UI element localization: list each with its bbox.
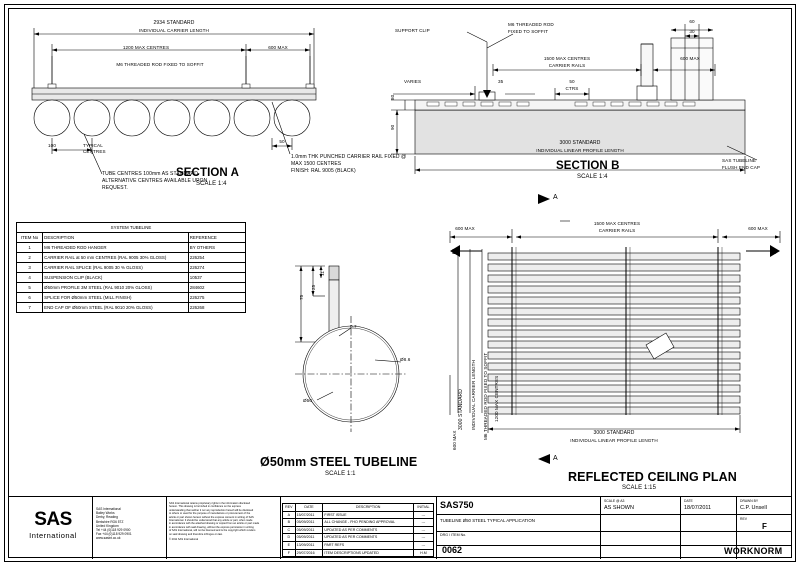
disclaimer-line: SAS International retains proprietary rights in the information disclosed [169, 502, 251, 505]
note-tube-centres-3: REQUEST. [102, 185, 128, 191]
address-line: www.sasint.co.uk [96, 536, 121, 541]
legend-item-desc: CARRIER RAIL SPLICE (RAL 9005 30 % GLOSS) [43, 263, 189, 273]
legend-header-item: ITEM No [17, 233, 43, 243]
rev-letter: E [283, 541, 296, 549]
legend-item-no: 2 [17, 253, 43, 263]
rev-initial: --- [413, 534, 433, 542]
rcp-dim-left-600: 600 MAX [455, 226, 475, 231]
rev-desc: UPDATED AS PER COMMENTS [323, 534, 413, 542]
label-typical: TYPICAL [83, 143, 103, 148]
address-line: Bailey Works [96, 511, 115, 516]
dim-tube-diameter: Ø50 [303, 398, 312, 403]
drawing-title-block [440, 500, 596, 510]
rcp-dim-1500: 1500 MAX CENTRES [593, 221, 641, 226]
disclaimer-line: article or part shown hereon without the express consent in writing of SAS [169, 515, 254, 519]
scale-value: AS SHOWN [604, 505, 634, 511]
note-carrier-rail-1: 1.0mm THK PUNCHED CARRIER RAIL FIXED @ [291, 154, 407, 160]
address-line: United Kingdom [96, 523, 119, 528]
rev-desc: UPDATED AS PER COMMENTS [323, 526, 413, 534]
rcp-drawing [440, 215, 790, 455]
legend-item-ref: 284602 [188, 283, 245, 293]
drawing-no-label: DRG / ITEM No. [440, 533, 467, 537]
table-row [17, 253, 246, 263]
worknorm-label: WORKNORM [724, 546, 783, 556]
table-row [17, 303, 246, 313]
disclaimer-line: to others or used for the purpose of manufacture or procurement of the [169, 512, 251, 516]
section-b-scale: SCALE 1:4 [577, 174, 608, 180]
label-m6-rod-2: FIXED TO SOFFIT [508, 29, 549, 34]
rev-header-desc: DESCRIPTION [323, 504, 413, 512]
dim-50: 50 [279, 139, 285, 144]
disclaimer-line: in accordance with said drawing, without the express permission in writing [169, 525, 254, 529]
legend-item-ref: 10537 [188, 273, 245, 283]
dim-75: 75 [299, 294, 304, 300]
tube-detail-scale: SCALE 1:1 [325, 471, 356, 477]
rev-initial: --- [413, 511, 433, 519]
rev-date: 05/09/2011 [295, 526, 323, 534]
rev-desc: ALL CHANGE - FHO PENDING APPROVAL [323, 519, 413, 527]
legend-item-ref: 226275 [188, 293, 245, 303]
dim-35: 35 [498, 79, 504, 84]
table-row [283, 526, 434, 534]
legend-item-ref: 226254 [188, 253, 245, 263]
rev-initial: --- [413, 541, 433, 549]
rcp-vert-1200: 1200 MAX CENTRES [494, 375, 499, 422]
table-row [17, 283, 246, 293]
disclaimer-line: in accordance with the attached drawing or copied from an article or part made [169, 522, 260, 526]
rcp-vert-individual: INDIVIDUAL CARRIER LENGTH [471, 360, 476, 430]
legend-item-no: 3 [17, 263, 43, 273]
legend-item-ref: 226268 [188, 303, 245, 313]
rev-date: 15/07/2011 [295, 511, 323, 519]
drawing-title-sub: TUBELINE Ø50 STEEL TYPICAL APPLICATION [440, 518, 535, 523]
rev-date: 29/07/2016 [295, 549, 323, 557]
rev-initial: --- [413, 526, 433, 534]
label-support-clip: SUPPORT CLIP [395, 28, 430, 33]
section-b-title: SECTION B [556, 160, 620, 172]
rev-date: 05/09/2011 [295, 534, 323, 542]
dim-thickness: 0.7 [350, 324, 357, 329]
address-line: Derby, Reading [96, 515, 118, 520]
title-block [8, 496, 792, 558]
note-tube-centres-2: ALTERNATIVE CENTRES AVAILABLE UPON [102, 178, 208, 184]
rev-value: F [762, 522, 767, 531]
section-a-scale: SCALE 1:4 [196, 181, 227, 187]
rcp-section-b-right: B [772, 249, 777, 256]
label-varies: VARIES [404, 79, 422, 84]
rev-header-date: DATE [295, 504, 323, 512]
label-centres: CENTRES [83, 149, 106, 154]
dim-1200-max-centres: 1200 MAX CENTRES [122, 45, 170, 50]
table-row [283, 541, 434, 549]
dim-b-600-max: 600 MAX [680, 56, 700, 61]
section-a-title: SECTION A [176, 167, 240, 179]
legal-disclaimer [169, 502, 277, 541]
label-ctrs: CTRS [565, 86, 579, 91]
dim-80: 80 [390, 94, 395, 100]
rcp-bottom-3000: 3000 STANDARD [593, 430, 635, 436]
dim-standard-length: 2934 STANDARD [153, 20, 195, 26]
rev-letter: F [283, 549, 296, 557]
scale-label: SCALE @ A3 [604, 499, 625, 503]
dim-11: 11 [320, 271, 325, 276]
note-finish: FINISH: RAL 9005 (BLACK) [291, 168, 356, 174]
disclaimer-line: of SAS International, will not be licensed and is the copyright which renders [169, 529, 256, 533]
drawn-by-value: C.P. Unsell [740, 505, 767, 511]
rev-desc: PART REFS [323, 541, 413, 549]
section-arrow-a-bottom [536, 452, 556, 466]
rcp-bottom-individual: INDIVIDUAL LINEAR PROFILE LENGTH [570, 438, 658, 443]
label-end-cap-1: SAS TUBELINE [722, 158, 757, 163]
logo-sas-text: SAS [34, 509, 72, 530]
rev-letter: D [283, 534, 296, 542]
table-row [17, 263, 246, 273]
rcp-section-a-bottom: A [553, 455, 558, 462]
note-rod-fixed-soffit: M6 THREADED ROD FIXED TO SOFFIT [116, 62, 204, 67]
legend-table [16, 222, 246, 313]
address-line: Berkshire RG6 5TZ [96, 519, 124, 524]
drawing-no-value: 0062 [442, 545, 463, 555]
label-m6-rod: M6 THREADED ROD [508, 22, 554, 27]
dim-100: 100 [48, 143, 56, 148]
drawing-title-main: SAS750 [440, 500, 474, 510]
logo-international-text: International [29, 531, 77, 540]
disclaimer-line: hereon. This drawing is furnished in confidence on the express [169, 505, 241, 509]
address-line: Fax +44 (0)118 929 0901 [96, 532, 132, 537]
rcp-section-a-top: A [553, 194, 558, 201]
rcp-vert-600: 600 MAX [452, 430, 457, 450]
company-address [96, 507, 164, 541]
table-row [283, 534, 434, 542]
legend-title: SYSTEM TUBELINE [17, 223, 246, 233]
table-row [17, 273, 246, 283]
dim-3000-standard: 3000 STANDARD [559, 140, 601, 146]
revision-table [282, 503, 434, 557]
label-carrier-rails: CARRIER RAILS [548, 63, 586, 68]
table-row [17, 293, 246, 303]
label-end-cap-2: FLUSH END CAP [722, 165, 761, 170]
rev-date: 05/09/2011 [295, 519, 323, 527]
rcp-vert-rod: M6 THREADED ROD FIXED TO SOFFIT [483, 352, 488, 440]
dim-30: 30 [689, 29, 695, 34]
legend-item-ref: 226274 [188, 263, 245, 273]
date-label: DATE [684, 499, 693, 503]
dim-hole-diameter: Ø8.6 [400, 357, 411, 362]
rev-letter: B [283, 519, 296, 527]
address-line: SAS International [96, 507, 121, 511]
rev-header-initial: INITIAL [413, 504, 433, 512]
table-row [283, 549, 434, 557]
legend-item-no: 1 [17, 243, 43, 253]
legend-item-desc: END CAP OF Ø50mm STEEL (RAL 9010 20% GLOSS) [43, 303, 189, 313]
table-row [17, 243, 246, 253]
legend-item-no: 4 [17, 273, 43, 283]
disclaimer-line: International. It should be understood that any article or part, when made [169, 519, 253, 523]
rev-initial: --- [413, 519, 433, 527]
drawn-by-label: DRAWN BY [740, 499, 759, 503]
rev-header-rev: REV [283, 504, 296, 512]
legend-header-description: DESCRIPTION [43, 233, 189, 243]
rev-desc: ITEM DESCRIPTIONS UPDATED [323, 549, 413, 557]
date-value: 18/07/2011 [684, 505, 712, 511]
table-row [283, 519, 434, 527]
disclaimer-line: understanding that neither it nor any reproduction hereof will be disclosed [169, 508, 254, 512]
rev-label: REV [740, 517, 747, 521]
legend-item-desc: SUSPENSION CLIP (BLACK) [43, 273, 189, 283]
note-tube-centres-1: TUBE CENTRES 100mm AS STANDARD. [102, 171, 200, 177]
rcp-title: REFLECTED CEILING PLAN [568, 470, 737, 484]
address-line: Tel +44 (0)118 929 0900 [96, 528, 131, 533]
dim-90: 90 [390, 124, 395, 130]
dim-60: 60 [689, 19, 695, 24]
rev-letter: A [283, 511, 296, 519]
section-arrow-a-top [536, 192, 556, 206]
legend-header-reference: REFERENCE [188, 233, 245, 243]
rcp-section-b-left: B [452, 249, 457, 256]
dim-individual-linear-length: INDIVIDUAL LINEAR PROFILE LENGTH [536, 148, 624, 153]
rcp-vert-3000-standard: 3000 STANDARD [458, 389, 464, 430]
rev-letter: C [283, 526, 296, 534]
rev-desc: FIRST ISSUE [323, 511, 413, 519]
rev-date: 13/09/2011 [295, 541, 323, 549]
rev-initial: H.M [413, 549, 433, 557]
dim-individual-carrier-length: INDIVIDUAL CARRIER LENGTH [139, 28, 209, 33]
table-row [283, 511, 434, 519]
disclaimer-line: on said drawing and therefore infringes on law. [169, 532, 223, 536]
legend-item-ref: BY OTHERS [188, 243, 245, 253]
rcp-dim-right-600: 600 MAX [748, 226, 768, 231]
tube-detail-title: Ø50mm STEEL TUBELINE [260, 455, 418, 469]
company-logo [14, 509, 92, 540]
dim-25: 25 [311, 284, 316, 290]
legend-item-desc: SPLICE FOR Ø50mm STEEL (MILL FINISH) [43, 293, 189, 303]
dim-600-max: 600 MAX [268, 45, 288, 50]
copyright-line: © 2011 SAS International [169, 538, 199, 542]
legend-item-no: 7 [17, 303, 43, 313]
rcp-label-carrier-rails: CARRIER RAILS [598, 228, 636, 233]
legend-item-desc: M6 THREADED ROD HANGER [43, 243, 189, 253]
tube-detail-drawing [255, 250, 445, 450]
dim-1500-max-centres: 1500 MAX CENTRES [543, 56, 591, 61]
legend-item-desc: CARRIER RAIL at 50 mm CENTRES (RAL 9005 30% GLOSS) [43, 253, 189, 263]
legend-item-no: 6 [17, 293, 43, 303]
legend-item-no: 5 [17, 283, 43, 293]
legend-item-desc: Ø50mm PROFILE 3M STEEL (RAL 9010 20% GLOSS) [43, 283, 189, 293]
note-carrier-rail-2: MAX 1500 CENTRES [291, 161, 342, 167]
rcp-scale: SCALE 1:15 [622, 485, 657, 491]
dim-50-b: 50 [569, 79, 575, 84]
